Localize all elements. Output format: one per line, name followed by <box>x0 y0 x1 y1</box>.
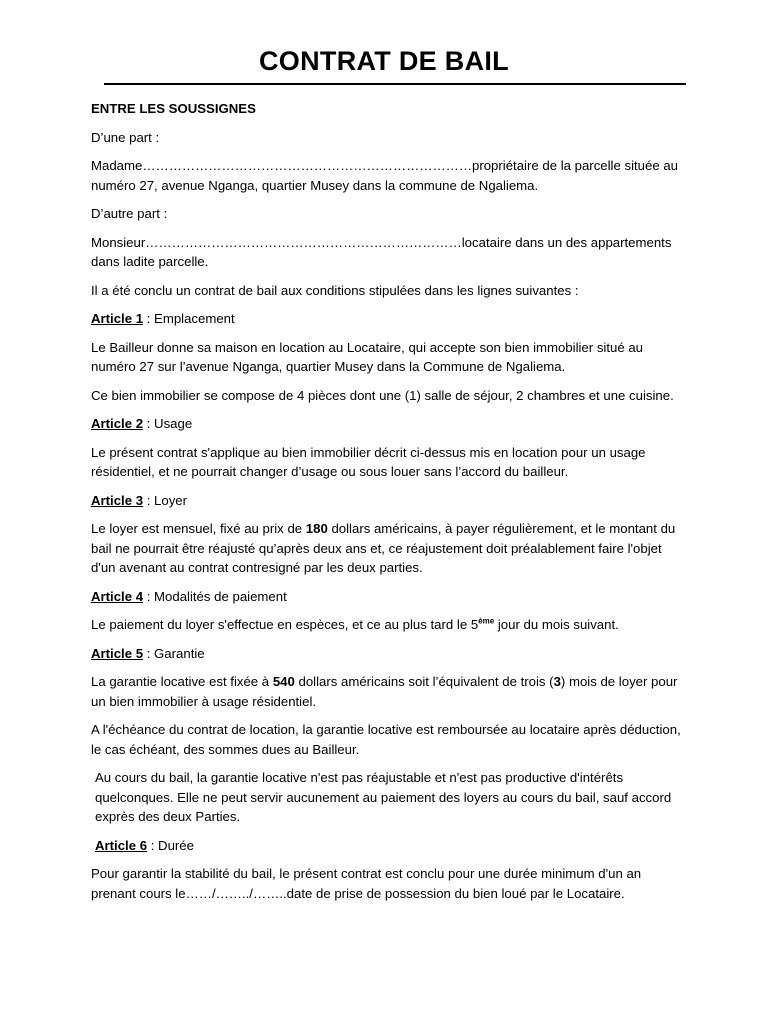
deposit-amount: 540 <box>272 674 295 689</box>
article-3-text-a: Le loyer est mensuel, fixé au prix de <box>91 521 306 536</box>
rent-amount: 180 <box>305 521 328 536</box>
parties-heading: ENTRE LES SOUSSIGNES <box>91 101 256 116</box>
article-5-title: Garantie <box>154 645 205 661</box>
tenant-text: locataire dans un des appartements dans ladite parcelle. <box>91 234 672 269</box>
landlord-dots: ………………………………………………………………… <box>142 158 472 173</box>
article-5-paragraph-3: Au cours du bail, la garantie locative n'est pas réajustable et n'est pas productive d'intérêts quelconques. Elle ne peut servir aucunement au paiement des loyers au cours du bail, sauf accord exprès des deux Parties. <box>95 770 672 824</box>
landlord-prefix: Madame <box>91 158 143 173</box>
article-1-label: Article 1 <box>91 311 144 326</box>
ordinal-suffix: ème <box>478 616 495 626</box>
landlord-paragraph <box>91 156 681 195</box>
article-2-label: Article 2 <box>91 416 144 431</box>
article-4-label: Article 4 <box>91 588 144 604</box>
article-2-paragraph-1: Le présent contrat s'applique au bien immobilier décrit ci-dessus mis en location pour un usage résidentiel, et ne pourrait changer d’usage ou sous louer sans l’accord du bailleur. <box>91 444 646 479</box>
article-3-sep: : <box>143 492 155 508</box>
tenant-paragraph <box>91 233 681 272</box>
tenant-dots: ……………………………………………………………… <box>145 234 462 250</box>
document-body <box>91 99 681 912</box>
article-2-title: Usage <box>154 416 193 431</box>
article-1-paragraph-1: Le Bailleur donne sa maison en location au Locataire, qui accepte son bien immobilier situé au numéro 27 sur l’avenue Nganga, quartier Musey dans la Commune de Ngaliema. <box>91 339 644 374</box>
article-5-paragraph-2: A l'échéance du contrat de location, la garantie locative est remboursée au locataire après déduction, le cas échéant, des sommes dues au Bailleur. <box>91 722 681 757</box>
article-5-text-c: ) mois de loyer pour un bien immobilier à usage résidentiel. <box>91 674 678 709</box>
part2-label: D’autre part : <box>91 206 168 221</box>
article-3-label: Article 3 <box>91 492 144 508</box>
article-4-paragraph-1 <box>91 615 681 635</box>
article-3-paragraph-1 <box>91 519 681 578</box>
article-6-paragraph-1: Pour garantir la stabilité du bail, le présent contrat est conclu pour une durée minimum d'un an prenant cours le……/……../……..date de prise de possession du bien loué par le Locataire. <box>91 866 642 901</box>
document-title: CONTRAT DE BAIL <box>259 46 509 76</box>
intro-paragraph: Il a été conclu un contrat de bail aux conditions stipulées dans les lignes suivantes : <box>91 282 579 298</box>
deposit-months: 3 <box>553 674 561 689</box>
tenant-prefix: Monsieur <box>91 234 146 250</box>
article-6-title: Durée <box>158 837 194 853</box>
article-5-label: Article 5 <box>91 645 144 661</box>
article-5-heading <box>91 644 681 664</box>
article-3-title: Loyer <box>154 492 188 508</box>
article-4-text-b: jour du mois suivant. <box>494 617 619 632</box>
article-3-text-b: dollars américains, à payer régulièrement, et le montant du bail ne pourrait être réajusté qu’après deux ans et, ce réajustement doit préalablement faire l'objet d'un avenant au contrat contresigné par les deux parties. <box>91 521 676 575</box>
article-1-paragraph-2: Ce bien immobilier se compose de 4 pièces dont une (1) salle de séjour, 2 chambres et une cuisine. <box>91 387 674 403</box>
title-underline <box>104 83 686 85</box>
landlord-text: propriétaire de la parcelle située au numéro 27, avenue Nganga, quartier Musey dans la commune de Ngaliema. <box>91 158 678 193</box>
article-1-sep: : <box>143 311 155 326</box>
article-6-sep: : <box>147 837 159 853</box>
article-5-paragraph-1 <box>91 672 681 711</box>
article-1-title: Emplacement <box>154 311 235 326</box>
article-6-heading <box>91 836 681 856</box>
article-4-heading <box>91 587 681 607</box>
article-1-heading <box>91 309 681 329</box>
article-6-label: Article 6 <box>95 837 148 853</box>
article-4-sep: : <box>143 588 155 604</box>
article-2-sep: : <box>143 416 155 431</box>
article-5-sep: : <box>143 645 155 661</box>
article-5-text-b: dollars américains soit l’équivalent de trois ( <box>294 674 554 689</box>
article-5-text-a: La garantie locative est fixée à <box>91 674 273 689</box>
article-4-text-a: Le paiement du loyer s'effectue en espèces, et ce au plus tard le 5 <box>91 617 479 632</box>
article-4-title: Modalités de paiement <box>154 588 287 604</box>
article-2-heading <box>91 414 681 434</box>
article-3-heading <box>91 491 681 511</box>
part1-label: D’une part : <box>91 129 160 145</box>
